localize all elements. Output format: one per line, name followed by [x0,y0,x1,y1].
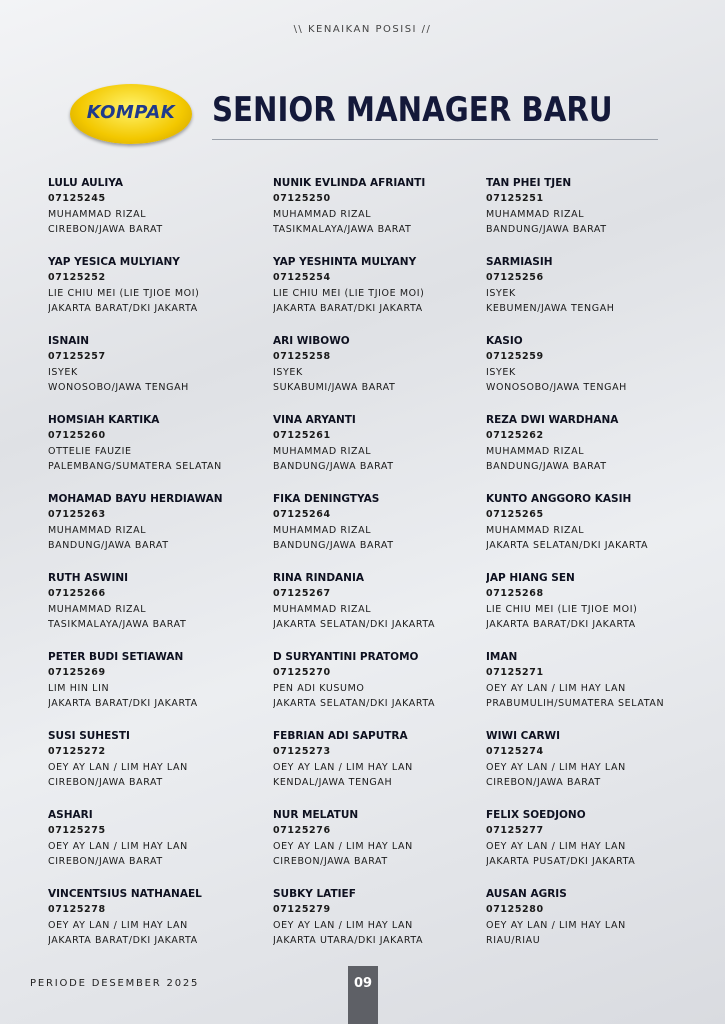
member-entry [486,176,698,255]
member-name: VINCENTSIUS NATHANAEL [48,888,202,900]
member-entry [273,571,486,650]
member-name: KUNTO ANGGORO KASIH [486,493,632,505]
member-id: 07125273 [273,746,331,758]
member-entry [48,808,273,887]
member-id: 07125275 [48,825,106,837]
sponsor-name: LIM HIN LIN [48,682,110,694]
member-name: SUSI SUHESTI [48,730,130,742]
member-name: HOMSIAH KARTIKA [48,414,160,426]
member-id: 07125250 [273,193,331,205]
member-city: CIREBON/JAWA BARAT [48,224,163,236]
member-entry [273,492,486,571]
member-id: 07125276 [273,825,331,837]
member-id: 07125259 [486,351,544,363]
member-id: 07125271 [486,667,544,679]
member-id: 07125245 [48,193,106,205]
sponsor-name: MUHAMMAD RIZAL [486,445,585,457]
sponsor-name: MUHAMMAD RIZAL [486,208,585,220]
member-name: PETER BUDI SETIAWAN [48,651,184,663]
member-city: TASIKMALAYA/JAWA BARAT [48,619,187,631]
member-id: 07125265 [486,509,544,521]
member-id: 07125268 [486,588,544,600]
page-title: SENIOR MANAGER BARU [212,90,613,130]
member-entry [48,176,273,255]
member-name: TAN PHEI TJEN [486,177,572,189]
sponsor-name: MUHAMMAD RIZAL [273,603,372,615]
member-grid [48,176,698,966]
member-name: AUSAN AGRIS [486,888,567,900]
member-entry [48,255,273,334]
member-id: 07125264 [273,509,331,521]
sponsor-name: OEY AY LAN / LIM HAY LAN [486,761,626,773]
member-name: ASHARI [48,809,93,821]
member-city: JAKARTA PUSAT/DKI JAKARTA [486,856,636,868]
member-name: SUBKY LATIEF [273,888,356,900]
member-city: WONOSOBO/JAWA TENGAH [486,382,627,394]
sponsor-name: MUHAMMAD RIZAL [273,208,372,220]
member-entry [486,729,698,808]
member-name: FEBRIAN ADI SAPUTRA [273,730,408,742]
member-entry [48,729,273,808]
sponsor-name: LIE CHIU MEI (LIE TJIOE MOI) [273,287,425,299]
member-city: SUKABUMI/JAWA BARAT [273,382,396,394]
member-city: JAKARTA UTARA/DKI JAKARTA [273,935,424,947]
logo-text: KOMPAK [86,102,176,123]
member-entry [273,729,486,808]
member-id: 07125258 [273,351,331,363]
member-name: ARI WIBOWO [273,335,350,347]
member-entry [273,650,486,729]
sponsor-name: ISYEK [48,366,78,378]
member-entry [273,176,486,255]
member-id: 07125257 [48,351,106,363]
sponsor-name: OEY AY LAN / LIM HAY LAN [273,840,413,852]
member-name: LULU AULIYA [48,177,123,189]
member-entry [486,255,698,334]
sponsor-name: MUHAMMAD RIZAL [48,603,147,615]
sponsor-name: MUHAMMAD RIZAL [48,524,147,536]
member-city: CIREBON/JAWA BARAT [48,856,163,868]
member-name: FELIX SOEDJONO [486,809,586,821]
member-city: JAKARTA SELATAN/DKI JAKARTA [486,540,649,552]
sponsor-name: OEY AY LAN / LIM HAY LAN [486,840,626,852]
member-name: YAP YESICA MULYIANY [48,256,180,268]
member-id: 07125260 [48,430,106,442]
member-entry [486,413,698,492]
member-id: 07125252 [48,272,106,284]
member-entry [48,887,273,966]
member-name: VINA ARYANTI [273,414,356,426]
member-id: 07125270 [273,667,331,679]
member-entry [48,650,273,729]
member-name: RUTH ASWINI [48,572,129,584]
member-name: NUNIK EVLINDA AFRIANTI [273,177,426,189]
member-entry [486,334,698,413]
member-entry [48,492,273,571]
member-id: 07125254 [273,272,331,284]
member-city: JAKARTA SELATAN/DKI JAKARTA [273,619,436,631]
member-id: 07125263 [48,509,106,521]
member-name: SARMIASIH [486,256,553,268]
member-entry [48,413,273,492]
sponsor-name: MUHAMMAD RIZAL [273,445,372,457]
member-city: BANDUNG/JAWA BARAT [273,540,394,552]
member-entry [486,650,698,729]
member-city: CIREBON/JAWA BARAT [486,777,601,789]
member-city: RIAU/RIAU [486,935,541,947]
member-id: 07125262 [486,430,544,442]
member-name: D SURYANTINI PRATOMO [273,651,419,663]
member-city: BANDUNG/JAWA BARAT [273,461,394,473]
member-city: CIREBON/JAWA BARAT [48,777,163,789]
member-entry [273,334,486,413]
member-entry [48,571,273,650]
member-city: JAKARTA BARAT/DKI JAKARTA [48,303,198,315]
sponsor-name: ISYEK [273,366,303,378]
sponsor-name: MUHAMMAD RIZAL [273,524,372,536]
member-id: 07125269 [48,667,106,679]
member-name: IMAN [486,651,518,663]
member-city: JAKARTA BARAT/DKI JAKARTA [48,698,198,710]
page-number-tab [348,966,378,1024]
member-entry [273,808,486,887]
page-number: 09 [353,976,373,991]
member-name: JAP HIANG SEN [486,572,575,584]
sponsor-name: MUHAMMAD RIZAL [486,524,585,536]
member-city: PRABUMULIH/SUMATERA SELATAN [486,698,665,710]
title-divider [212,139,658,140]
sponsor-name: OEY AY LAN / LIM HAY LAN [273,919,413,931]
member-id: 07125272 [48,746,106,758]
member-id: 07125279 [273,904,331,916]
sponsor-name: PEN ADI KUSUMO [273,682,365,694]
member-entry [486,492,698,571]
member-id: 07125251 [486,193,544,205]
sponsor-name: ISYEK [486,366,516,378]
member-name: REZA DWI WARDHANA [486,414,619,426]
kompak-logo [70,84,192,144]
member-city: BANDUNG/JAWA BARAT [48,540,169,552]
sponsor-name: OEY AY LAN / LIM HAY LAN [486,919,626,931]
sponsor-name: OEY AY LAN / LIM HAY LAN [486,682,626,694]
member-city: JAKARTA BARAT/DKI JAKARTA [48,935,198,947]
member-city: JAKARTA SELATAN/DKI JAKARTA [273,698,436,710]
member-city: KENDAL/JAWA TENGAH [273,777,393,789]
sponsor-name: OEY AY LAN / LIM HAY LAN [48,919,188,931]
member-name: FIKA DENINGTYAS [273,493,380,505]
member-name: RINA RINDANIA [273,572,365,584]
section-tag: \\ KENAIKAN POSISI // [293,24,432,35]
sponsor-name: LIE CHIU MEI (LIE TJIOE MOI) [48,287,200,299]
member-id: 07125256 [486,272,544,284]
sponsor-name: OEY AY LAN / LIM HAY LAN [273,761,413,773]
member-name: YAP YESHINTA MULYANY [273,256,417,268]
member-id: 07125278 [48,904,106,916]
member-city: WONOSOBO/JAWA TENGAH [48,382,189,394]
member-name: MOHAMAD BAYU HERDIAWAN [48,493,223,505]
member-entry [273,413,486,492]
member-city: CIREBON/JAWA BARAT [273,856,388,868]
member-city: JAKARTA BARAT/DKI JAKARTA [273,303,423,315]
period-label: PERIODE DESEMBER 2025 [30,978,200,989]
member-name: WIWI CARWI [486,730,561,742]
member-city: JAKARTA BARAT/DKI JAKARTA [486,619,636,631]
sponsor-name: OTTELIE FAUZIE [48,445,132,457]
member-entry [48,334,273,413]
member-entry [273,887,486,966]
sponsor-name: OEY AY LAN / LIM HAY LAN [48,761,188,773]
member-city: KEBUMEN/JAWA TENGAH [486,303,615,315]
sponsor-name: OEY AY LAN / LIM HAY LAN [48,840,188,852]
sponsor-name: MUHAMMAD RIZAL [48,208,147,220]
member-id: 07125266 [48,588,106,600]
member-id: 07125261 [273,430,331,442]
sponsor-name: ISYEK [486,287,516,299]
member-id: 07125274 [486,746,544,758]
member-entry [486,808,698,887]
member-entry [273,255,486,334]
member-entry [486,571,698,650]
member-city: PALEMBANG/SUMATERA SELATAN [48,461,222,473]
member-id: 07125280 [486,904,544,916]
member-id: 07125267 [273,588,331,600]
member-city: BANDUNG/JAWA BARAT [486,224,607,236]
member-name: KASIO [486,335,523,347]
member-name: NUR MELATUN [273,809,359,821]
member-name: ISNAIN [48,335,90,347]
member-id: 07125277 [486,825,544,837]
member-city: TASIKMALAYA/JAWA BARAT [273,224,412,236]
member-entry [486,887,698,966]
sponsor-name: LIE CHIU MEI (LIE TJIOE MOI) [486,603,638,615]
member-city: BANDUNG/JAWA BARAT [486,461,607,473]
